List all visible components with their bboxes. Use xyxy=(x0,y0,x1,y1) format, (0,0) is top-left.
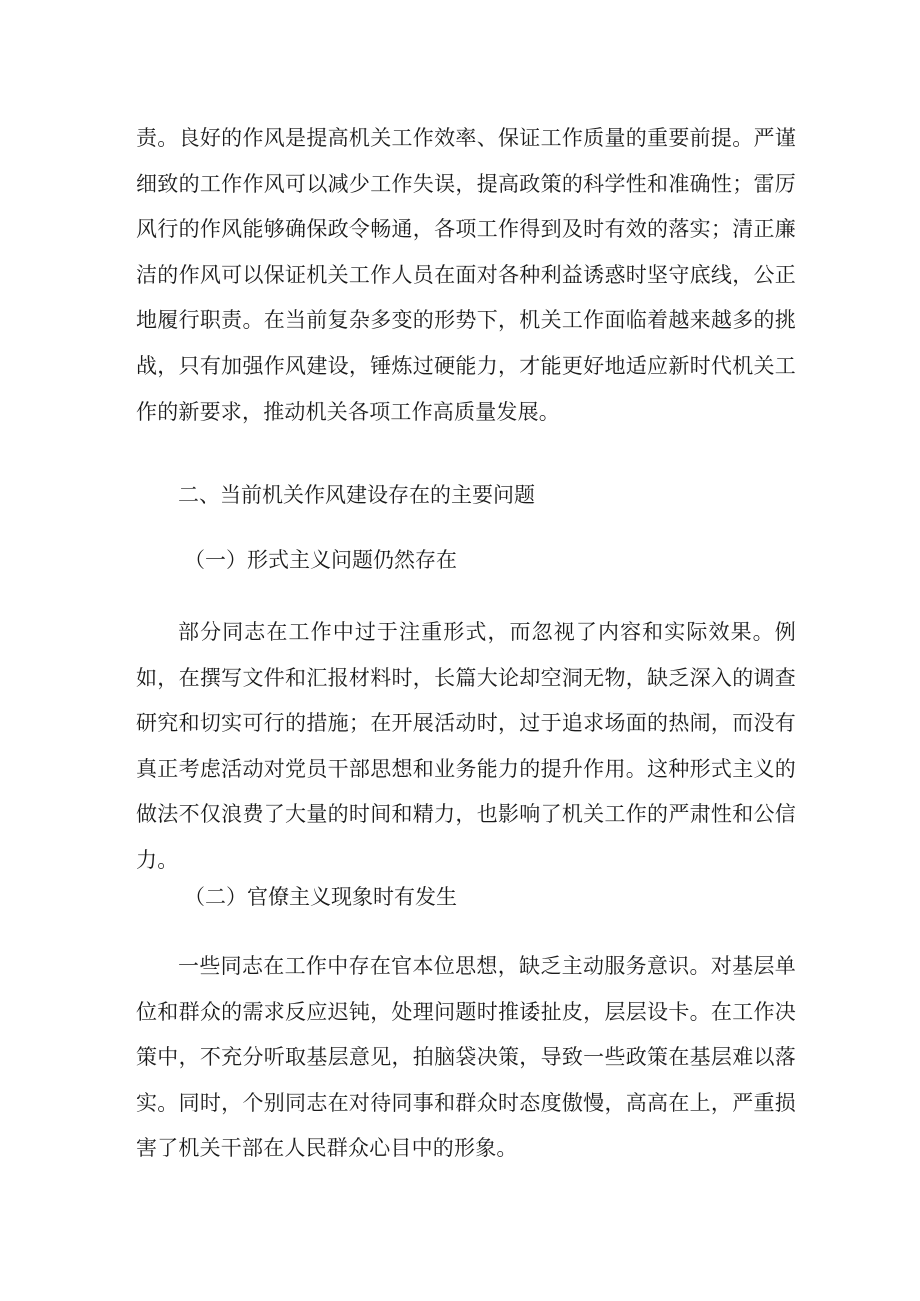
body-paragraph: 责。良好的作风是提高机关工作效率、保证工作质量的重要前提。严谨细致的工作作风可以减少工作失误，提高政策的科学性和准确性；雷厉风行的作风能够确保政令畅通，各项工作得到及时有效的落实；清正廉洁的作风可以保证机关工作人员在面对各种利益诱惑时坚守底线，公正地履行职责。在当前复杂多变的形势下，机关工作面临着越来越多的挑战，只有加强作风建设，锤炼过硬能力，才能更好地适应新时代机关工作的新要求，推动机关各项工作高质量发展。 xyxy=(136,126,796,424)
body-paragraph: 一些同志在工作中存在官本位思想，缺乏主动服务意识。对基层单位和群众的需求反应迟钝，处理问题时推诿扯皮，层层设卡。在工作决策中，不充分听取基层意见，拍脑袋决策，导致一些政策在基层难以落实。同时，个别同志在对待同事和群众时态度傲慢，高高在上，严重损害了机关干部在人民群众心目中的形象。 xyxy=(136,954,796,1161)
subsection-heading: （一）形式主义问题仍然存在 xyxy=(184,548,457,572)
body-paragraph: 部分同志在工作中过于注重形式，而忽视了内容和实际效果。例如，在撰写文件和汇报材料时，长篇大论却空洞无物，缺乏深入的调查研究和切实可行的措施；在开展活动时，过于追求场面的热闹，而没有真正考虑活动对党员干部思想和业务能力的提升作用。这种形式主义的做法不仅浪费了大量的时间和精力，也影响了机关工作的严肃性和公信力。 xyxy=(136,620,796,872)
subsection-heading: （二）官僚主义现象时有发生 xyxy=(184,885,457,909)
section-heading: 二、当前机关作风建设存在的主要问题 xyxy=(178,483,535,507)
